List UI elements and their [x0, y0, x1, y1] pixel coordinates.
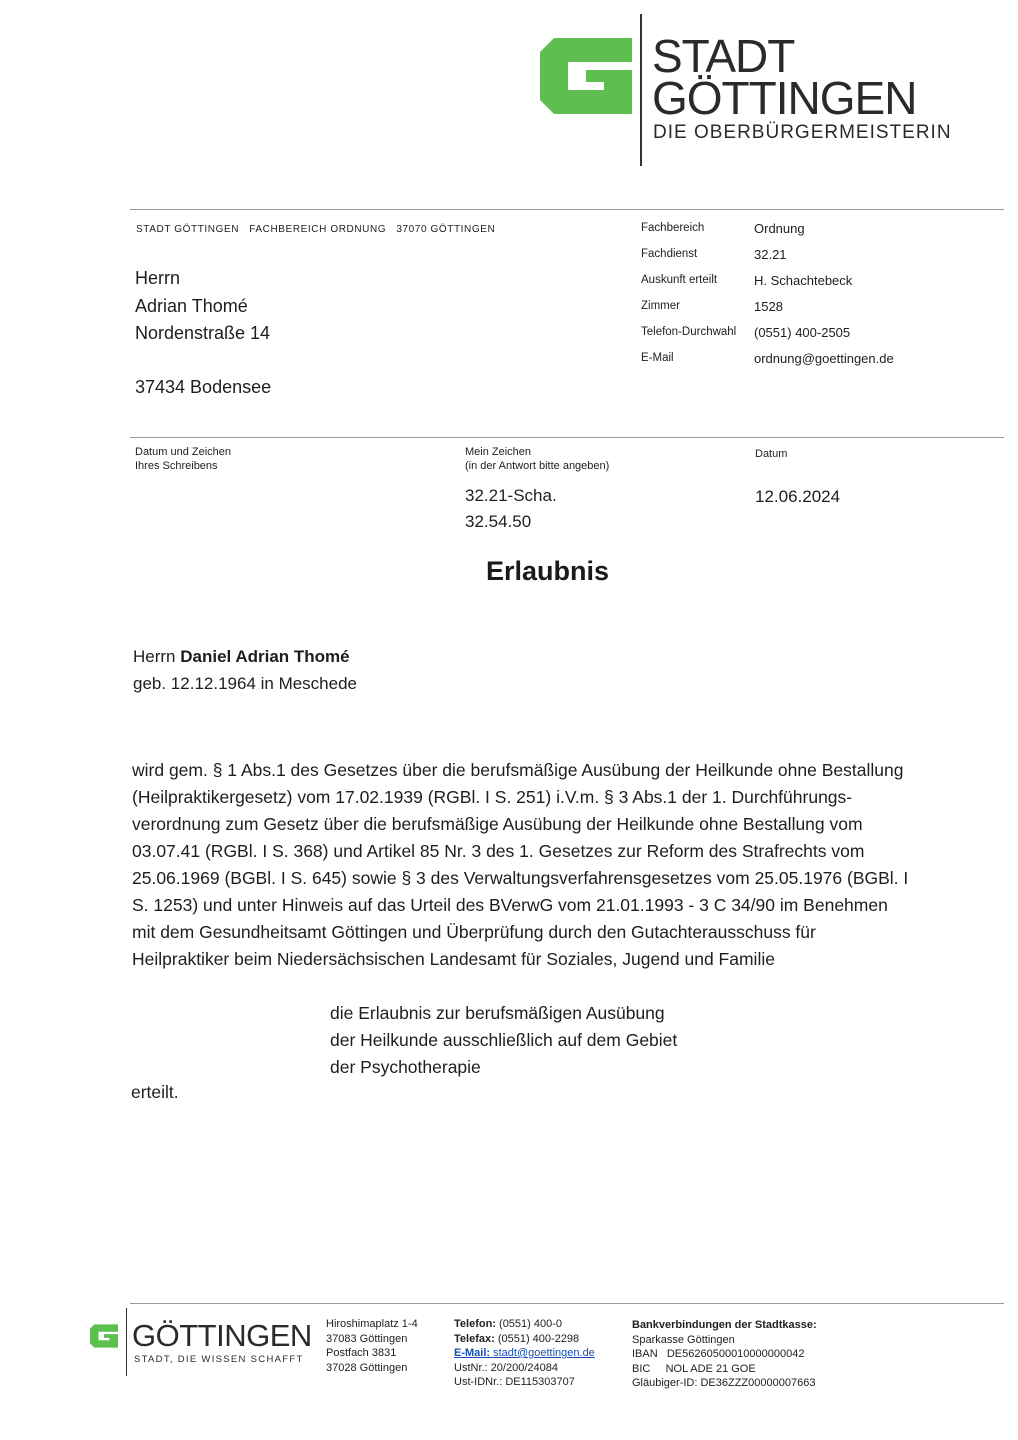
- info-label-fachdienst: Fachdienst: [641, 248, 698, 260]
- footer-divider: [130, 1303, 1004, 1304]
- body-line: verordnung zum Gesetz über die berufsmäßige Ausübung der Heilkunde ohne Bestallung vom: [132, 814, 863, 834]
- grant-line: der Psychotherapie: [330, 1057, 481, 1077]
- info-label-fachbereich: Fachbereich: [641, 222, 705, 234]
- info-value-fachdienst: 32.21: [754, 247, 787, 262]
- bank-line: Sparkasse Göttingen: [632, 1333, 735, 1346]
- recipient-name: Adrian Thomé: [135, 296, 248, 316]
- logo-text-goettingen: GÖTTINGEN: [652, 72, 917, 124]
- logo-text-stadt: STADT: [652, 30, 795, 82]
- person-line: [133, 647, 350, 667]
- bank-line: Gläubiger-ID: DE36ZZZ00000007663: [632, 1377, 816, 1389]
- person-name: Daniel Adrian Thomé: [180, 647, 350, 666]
- bank-line: BIC NOL ADE 21 GOE: [632, 1362, 756, 1375]
- body-line: wird gem. § 1 Abs.1 des Gesetzes über die berufsmäßige Ausübung der Heilkunde ohne Bestallung: [132, 760, 904, 780]
- bank-line: IBAN DE56260500010000000042: [632, 1348, 805, 1360]
- my-reference-label-line2: (in der Antwort bitte angeben): [465, 460, 610, 472]
- footer-address-line: Postfach 3831: [326, 1347, 397, 1359]
- person-birth: geb. 12.12.1964 in Meschede: [133, 674, 358, 693]
- person-prefix: Herrn: [133, 647, 181, 666]
- footer-bank: [632, 1318, 817, 1391]
- body-line: 25.06.1969 (BGBl. I S. 645) sowie § 3 des Verwaltungsverfahrensgesetzes vom 25.05.1976 (BGBl. I: [132, 868, 909, 888]
- footer-address-line: Hiroshimaplatz 1-4: [326, 1318, 418, 1330]
- footer-logo-divider: [126, 1308, 127, 1376]
- header-divider: [130, 209, 1004, 210]
- footer-logo-name: GÖTTINGEN: [132, 1318, 312, 1353]
- grant-line: der Heilkunde ausschließlich auf dem Gebiet: [330, 1030, 678, 1050]
- date-label: Datum: [755, 448, 788, 460]
- info-value-auskunft: H. Schachtebeck: [754, 273, 853, 288]
- info-label-telefon: Telefon-Durchwahl: [641, 326, 737, 338]
- grant-block: [330, 1000, 677, 1081]
- city-logo-icon: [540, 38, 632, 114]
- email-value: stadt@goettingen.de: [490, 1347, 595, 1359]
- my-reference-value-2: 32.54.50: [465, 512, 532, 531]
- grant-line: die Erlaubnis zur berufsmäßigen Ausübung: [330, 1003, 665, 1023]
- footer-fax: [454, 1332, 595, 1347]
- closing-text: erteilt.: [131, 1082, 179, 1102]
- my-reference-label: [465, 445, 609, 473]
- date-value: 12.06.2024: [755, 487, 841, 506]
- info-label-auskunft: Auskunft erteilt: [641, 274, 718, 286]
- body-line: Heilpraktiker beim Niedersächsischen Landesamt für Soziales, Jugend und Familie: [132, 949, 775, 969]
- footer-email-link[interactable]: [454, 1346, 595, 1361]
- recipient-city: 37434 Bodensee: [135, 377, 272, 397]
- footer-address-line: 37083 Göttingen: [326, 1332, 408, 1345]
- footer-logo-icon: [90, 1324, 118, 1348]
- recipient-street: Nordenstraße 14: [135, 323, 271, 343]
- body-line: S. 1253) und unter Hinweis auf das Urteil des BVerwG vom 21.01.1993 - 3 C 34/90 im Benehmen: [132, 895, 888, 915]
- their-reference-label-line2: Ihres Schreibens: [135, 460, 218, 472]
- info-value-telefon: (0551) 400-2505: [754, 325, 851, 340]
- document-title: Erlaubnis: [486, 556, 610, 586]
- logo-divider: [640, 14, 642, 166]
- info-label-zimmer: Zimmer: [641, 300, 680, 312]
- phone-label: Telefon:: [454, 1318, 496, 1330]
- body-line: 03.07.41 (RGBl. I S. 368) und Artikel 85 Nr. 3 des 1. Gesetzes zur Reform des Strafrechts vom: [132, 841, 865, 861]
- my-reference-value-1: 32.21-Scha.: [465, 486, 557, 505]
- footer-contact: [454, 1317, 595, 1390]
- info-value-email: ordnung@goettingen.de: [754, 351, 894, 366]
- fax-label: Telefax:: [454, 1332, 495, 1345]
- phone-value: (0551) 400-0: [495, 1318, 563, 1330]
- info-value-zimmer: 1528: [754, 299, 783, 314]
- footer-slogan: STADT, DIE WISSEN SCHAFFT: [134, 1354, 304, 1365]
- their-reference-label: [135, 445, 231, 473]
- bank-title: Bankverbindungen der Stadtkasse:: [632, 1319, 817, 1331]
- permit-body: [132, 757, 982, 973]
- footer-ustid: Ust-IDNr.: DE115303707: [454, 1376, 575, 1388]
- email-label: E-Mail:: [454, 1347, 491, 1359]
- their-reference-label-line1: Datum und Zeichen: [135, 446, 231, 458]
- info-value-fachbereich: Ordnung: [754, 221, 805, 236]
- body-line: (Heilpraktikergesetz) vom 17.02.1939 (RGBl. I S. 251) i.V.m. § 3 Abs.1 der 1. Durchführungs-: [132, 787, 853, 807]
- footer-address-line: 37028 Göttingen: [326, 1361, 408, 1374]
- info-label-email: E-Mail: [641, 352, 674, 364]
- footer-address: [326, 1317, 418, 1375]
- reference-divider: [130, 437, 1004, 438]
- footer-ustnr: UstNr.: 20/200/24084: [454, 1361, 558, 1374]
- my-reference-label-line1: Mein Zeichen: [465, 446, 532, 458]
- logo-text-oberbuergermeisterin: DIE OBERBÜRGERMEISTERIN: [653, 122, 952, 143]
- fax-value: (0551) 400-2298: [494, 1332, 580, 1345]
- footer-phone: [454, 1317, 595, 1332]
- body-line: mit dem Gesundheitsamt Göttingen und Überprüfung durch den Gutachterausschuss für: [132, 922, 816, 942]
- sender-line: STADT GÖTTINGEN FACHBEREICH ORDNUNG 37070 GÖTTINGEN: [136, 224, 496, 235]
- recipient-salutation: Herrn: [135, 268, 181, 288]
